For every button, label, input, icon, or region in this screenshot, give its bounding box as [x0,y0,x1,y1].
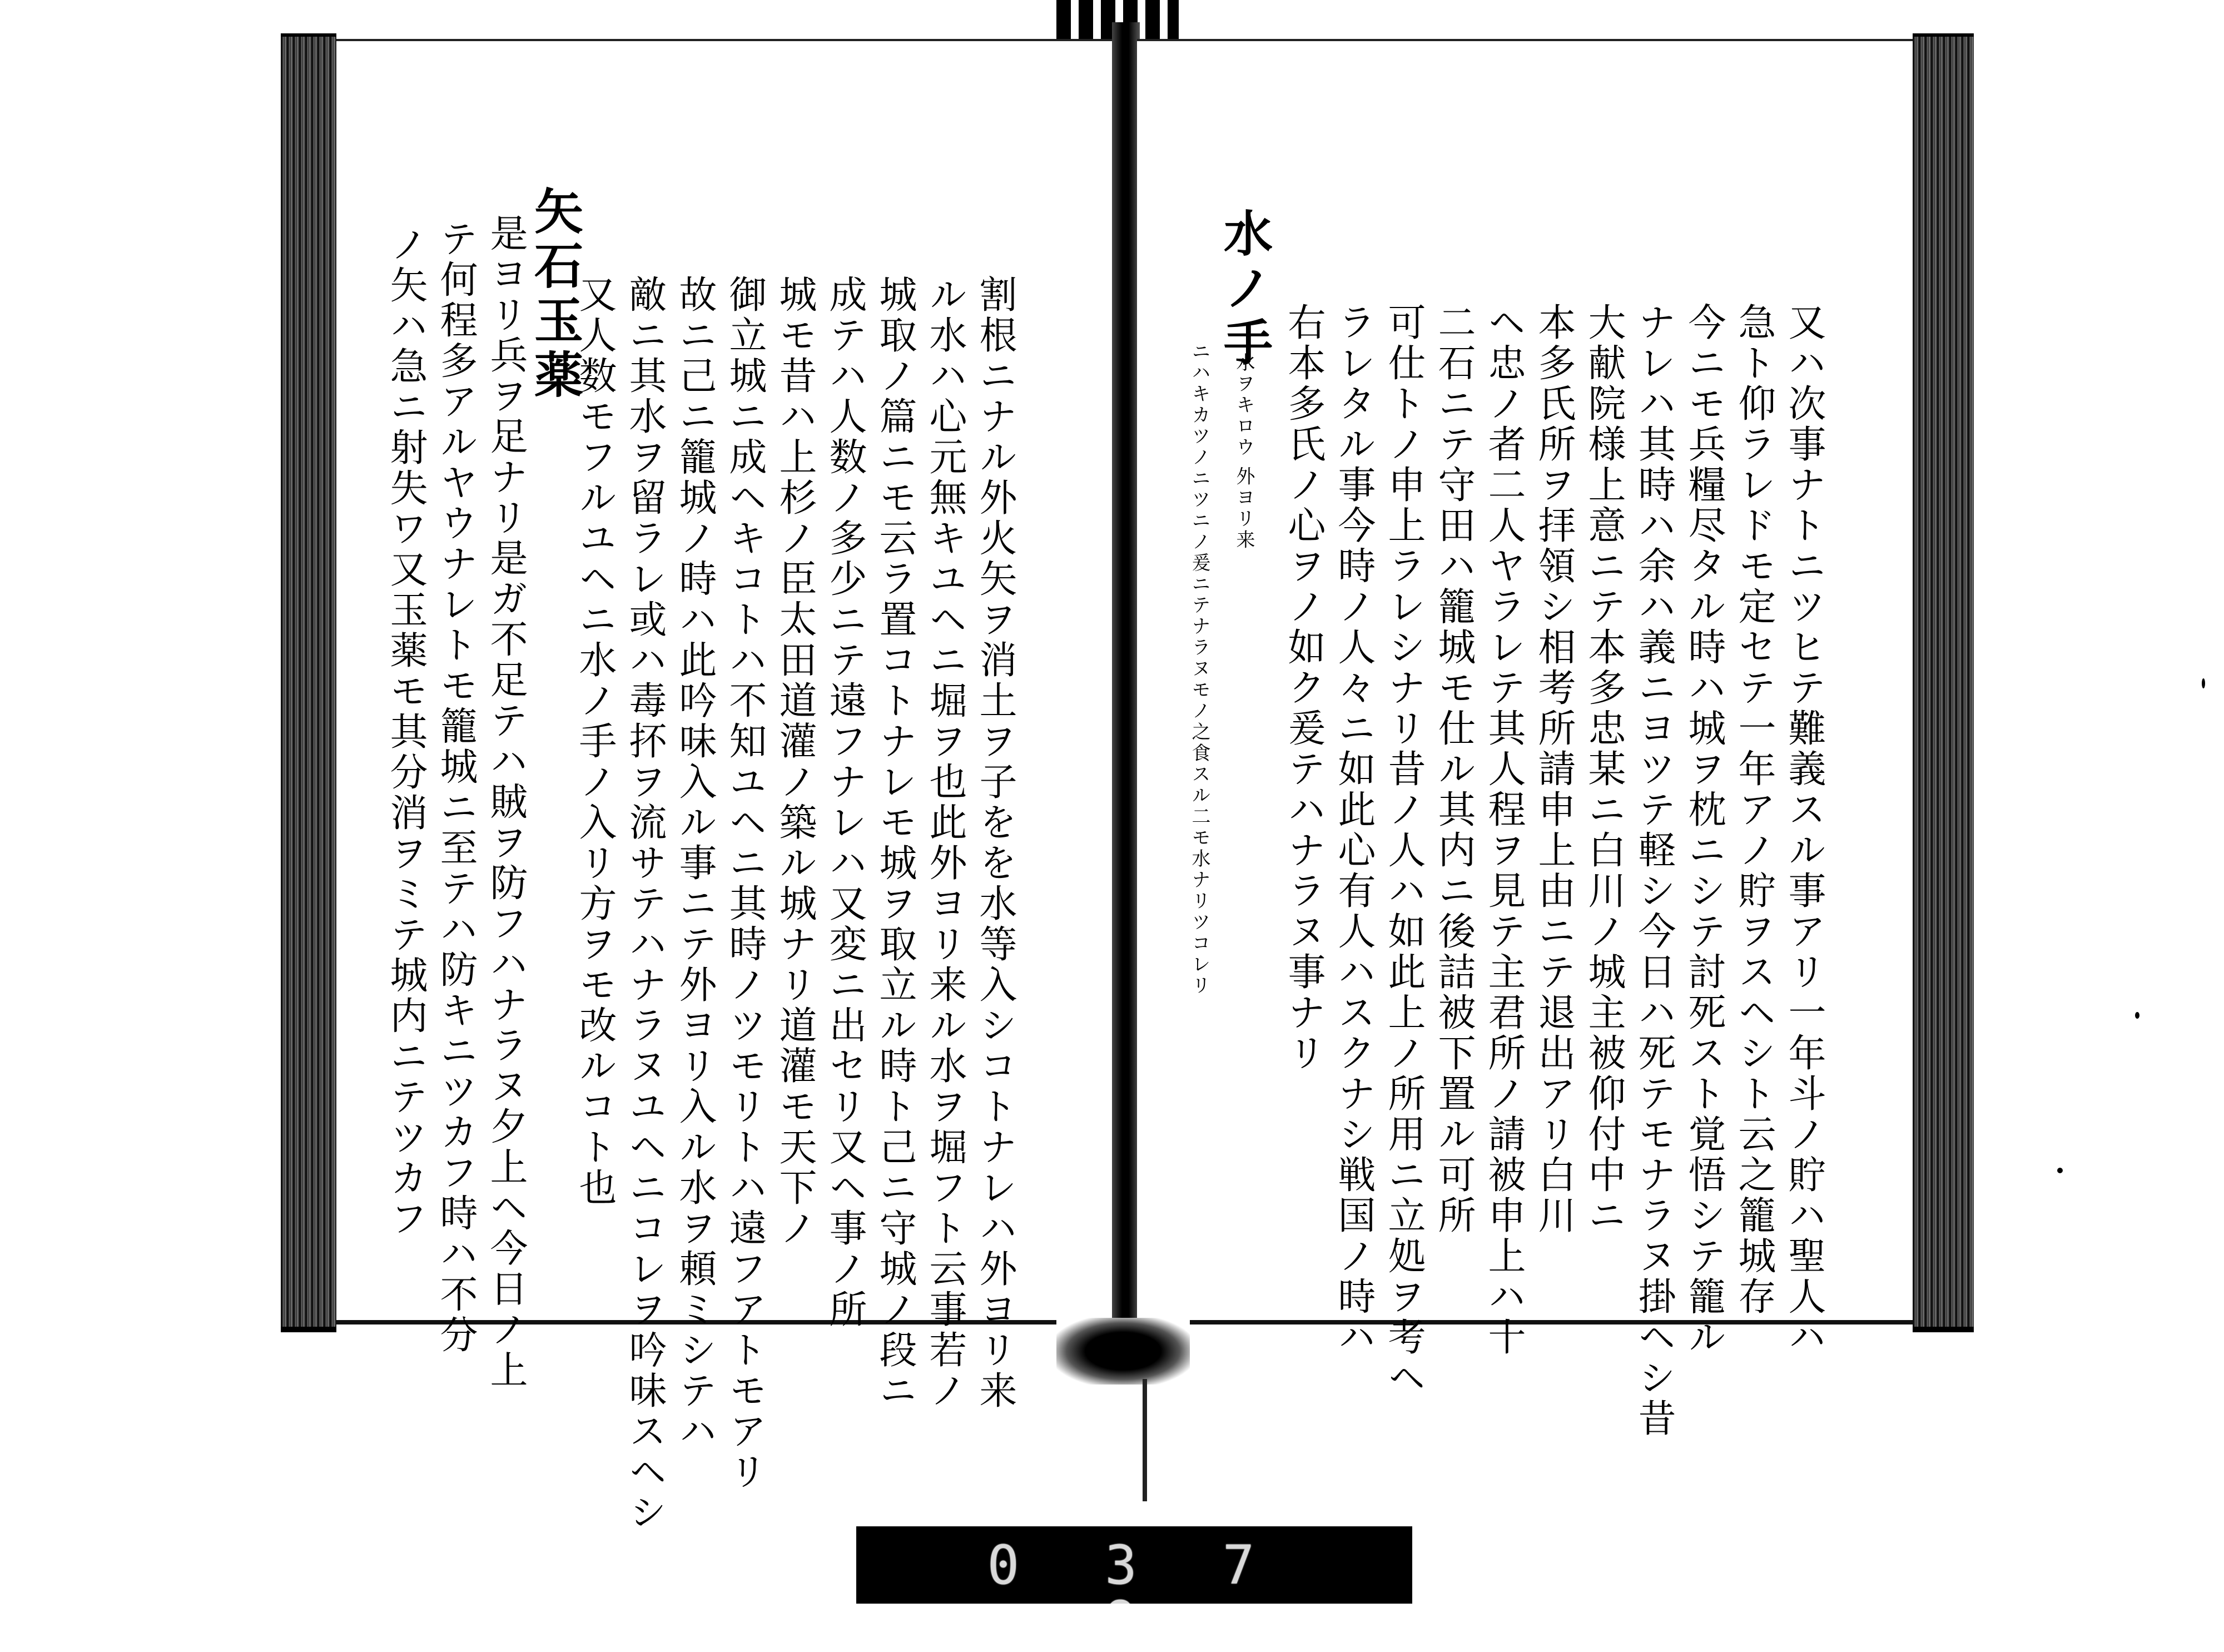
right-page-column-10: ラレタル事今時ノ人々ニ如此心有人ハスクナシ戦国ノ時ハ [1332,302,1376,1358]
right-page [1137,39,1913,1439]
spine-bottom-binding [1056,1318,1190,1385]
left-page-after-heading-column-3: ノ矢ハ急ニ射失ワ又玉薬モ其分消ヲミテ城内ニテツカフ [384,225,428,1239]
right-page-column-4: ナレハ其時ハ余ハ義ニヨツテ軽シ今日ハ死テモナラヌ掛ヘシ昔 [1632,302,1676,1439]
left-page-column-6: 御立城ニ成ヘキコトハ不知ユヘニ其時ノツモリトハ遠フアトモアリ [723,275,767,1492]
left-page [336,39,1115,1533]
right-page-column-11: 右本多氏ノ心ヲノ如ク爰テハナラヌ事ナリ [1282,302,1326,1074]
left-page-column-4: 成テハ人数ノ多少ニテ遠フナレハ又変ニ出セリ又ヘ事ノ所 [823,275,867,1330]
left-page-column-7: 故ニ己ニ籠城ノ時ハ此吟味入ル事ニテ外ヨリ入ル水ヲ頼ミシテハ [673,275,717,1452]
right-page-column-5: 大献院様上意ニテ本多忠某ニ白川ノ城主被仰付中ニ [1582,302,1626,1236]
right-page-fore-edge [1913,33,1974,1332]
left-page-fore-edge [281,33,336,1332]
left-page-column-9: 又人数モフルユヘニ水ノ手ノ入リ方ヲモ改ルコト也 [573,275,617,1208]
book-gutter [1112,22,1140,1335]
left-page-after-heading-column-2: テ何程多アルヤウナレトモ籠城ニ至テハ防キニツカフ時ハ不分 [434,219,478,1356]
left-page-after-heading-column-1: 是ヨリ兵ヲ足ナリ是ガ不足テハ賊ヲ防フハナラヌ夕上ヘ今日ノ上 [484,214,528,1391]
right-page-column-1: 又ハ次事ナトニツヒテ難義スル事アリ一年斗ノ貯ハ聖人ハ [1782,302,1826,1358]
left-page-column-5: 城モ昔ハ上杉ノ臣太田道灌ノ築ル城ナリ道灌モ天下ノ [773,275,817,1249]
left-page-column-3: 城取ノ篇ニモ云ラ置コトナレモ城ヲ取立ル時ト己ニ守城ノ段ニ [873,275,917,1411]
left-page-column-1: 割根ニナル外火矢ヲ消土ヲ子をを水等入シコトナレハ外ヨリ来 [973,275,1017,1411]
scan-speck [2135,1012,2139,1019]
right-page-column-9: 可仕トノ申上ラレシナリ昔ノ人ハ如此上ノ所用ニ立処ヲ考ヘ [1382,302,1426,1398]
scan-speck [2202,678,2205,688]
right-page-heading: 水ノ手 [1216,208,1274,371]
spine-thread [1143,1379,1147,1501]
right-page-column-8: 二石ニテ守田ハ籠城モ仕ル其内ニ後詰被下置ル可所 [1432,302,1476,1236]
right-page-column-3: 今ニモ兵糧尽タル時ハ城ヲ枕ニシテ討死スト覚悟シテ籠ル [1682,302,1726,1358]
right-page-column-6: 本多氏所ヲ拝領シ相考所請申上由ニテ退出アリ白川 [1532,302,1576,1236]
right-page-column-7: ヘ忠ノ者二人ヤラレテ其人程ヲ見テ主君所ノ請被申上ハ十 [1482,302,1526,1358]
scan-speck [2057,1168,2063,1173]
right-page-after-heading-column: ニハキカツノニツニノ爰ニテナラヌモノ之食スル二モ水ナリツコレリ [1188,341,1210,996]
right-page-heading-note: 水ヲキロウ 外ヨリ来 [1233,353,1255,551]
right-page-column-2: 急ト仰ラレドモ定セテ一年アノ貯ヲスヘシト云之籠城存 [1732,302,1776,1317]
left-page-column-2: ル水ハ心元無キユヘニ堀ヲ也此外ヨリ来ル水ヲ堀フト云事若ノ [923,275,967,1411]
left-page-column-8: 敵ニ其水ヲ留ラレ或ハ毒抔ヲ流サテハナラヌユヘニコレヲ吟味スヘシ [623,275,667,1533]
archive-label-number: 0 3 7 9 [987,1534,1282,1652]
left-page-heading: 矢石玉薬 [527,186,584,404]
